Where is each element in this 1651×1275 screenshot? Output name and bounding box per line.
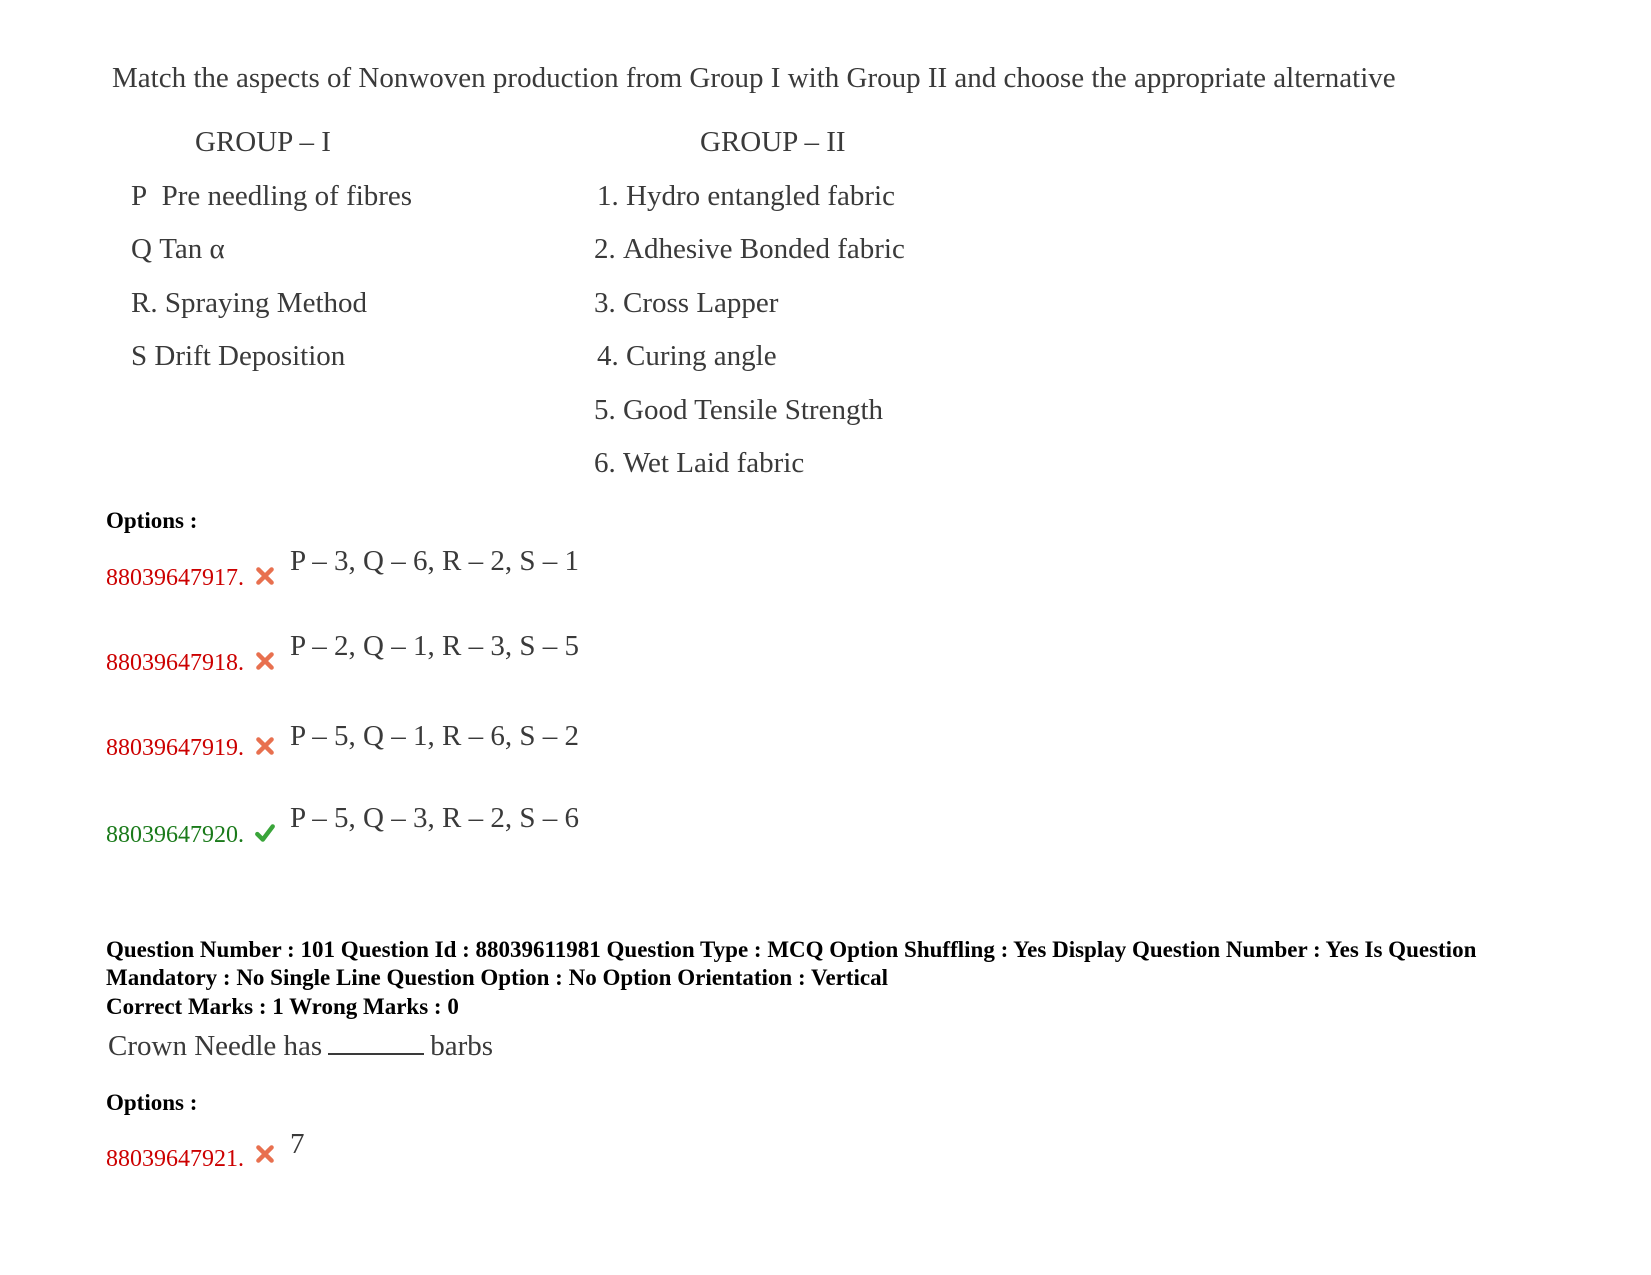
option-id: 88039647921. xyxy=(106,1146,244,1172)
group-2-item-4 xyxy=(597,340,777,373)
group-2-text: Adhesive Bonded fabric xyxy=(623,233,905,265)
marks-line: Correct Marks : 1 Wrong Marks : 0 xyxy=(106,994,459,1019)
group-1-key: Q xyxy=(131,233,152,265)
group-1-text: Tan α xyxy=(159,233,225,265)
group-2-key: 4. xyxy=(597,340,619,372)
group-1-item-s xyxy=(131,340,345,373)
option-id: 88039647918. xyxy=(106,650,244,676)
answer-blank xyxy=(328,1033,424,1055)
group-2-key: 1. xyxy=(597,180,619,212)
cross-icon xyxy=(254,735,276,757)
check-icon xyxy=(254,822,276,844)
question-meta: Question Number : 101 Question Id : 88039611981 Question Type : MCQ Option Shuffling : Yes Display Question Number : Yes Is Question Mandatory : No Single Line Question Option : No Option Orientation : Vertical xyxy=(106,937,1477,990)
group-1-item-p xyxy=(131,180,412,213)
cross-icon xyxy=(254,565,276,587)
option-id: 88039647917. xyxy=(106,565,244,591)
group-2-text: Good Tensile Strength xyxy=(623,394,884,426)
group-2-item-2 xyxy=(594,233,905,266)
cross-icon xyxy=(254,650,276,672)
option-text: P – 5, Q – 1, R – 6, S – 2 xyxy=(290,720,579,752)
group-1-text: Spraying Method xyxy=(164,287,368,319)
group-2-item-5 xyxy=(594,394,883,427)
options-label: Options : xyxy=(106,508,198,533)
group-2-text: Cross Lapper xyxy=(623,287,779,319)
group-2-item-6 xyxy=(594,447,804,480)
group-1-text: Drift Deposition xyxy=(154,340,346,372)
group-2-key: 6. xyxy=(594,447,616,479)
group-1-item-r xyxy=(131,287,367,320)
group-1-key: P xyxy=(131,180,148,212)
stem-after: barbs xyxy=(430,1030,494,1062)
group-2-key: 5. xyxy=(594,394,616,426)
cross-icon xyxy=(254,1143,276,1165)
option-id: 88039647920. xyxy=(106,822,244,848)
options-label: Options : xyxy=(106,1090,198,1115)
question-stem xyxy=(108,1030,493,1063)
group-2-text: Curing angle xyxy=(626,340,777,372)
group-1-text: Pre needling of fibres xyxy=(161,180,413,212)
group-2-key: 2. xyxy=(594,233,616,265)
group-1-key: R. xyxy=(131,287,158,319)
group-1-heading: GROUP – I xyxy=(195,126,331,158)
option-text: 7 xyxy=(290,1128,305,1160)
question-stem: Match the aspects of Nonwoven production from Group I with Group II and choose the appropriate alternative xyxy=(112,62,1396,94)
group-2-heading: GROUP – II xyxy=(700,126,846,158)
group-2-item-3 xyxy=(594,287,778,320)
group-2-text: Wet Laid fabric xyxy=(623,447,805,479)
option-text: P – 3, Q – 6, R – 2, S – 1 xyxy=(290,545,579,577)
group-1-key: S xyxy=(131,340,148,372)
option-text: P – 5, Q – 3, R – 2, S – 6 xyxy=(290,802,579,834)
stem-before: Crown Needle has xyxy=(108,1030,323,1062)
option-id: 88039647919. xyxy=(106,735,244,761)
group-2-key: 3. xyxy=(594,287,616,319)
group-2-text: Hydro entangled fabric xyxy=(626,180,895,212)
group-1-item-q xyxy=(131,233,225,266)
option-text: P – 2, Q – 1, R – 3, S – 5 xyxy=(290,630,579,662)
group-2-item-1 xyxy=(597,180,895,213)
